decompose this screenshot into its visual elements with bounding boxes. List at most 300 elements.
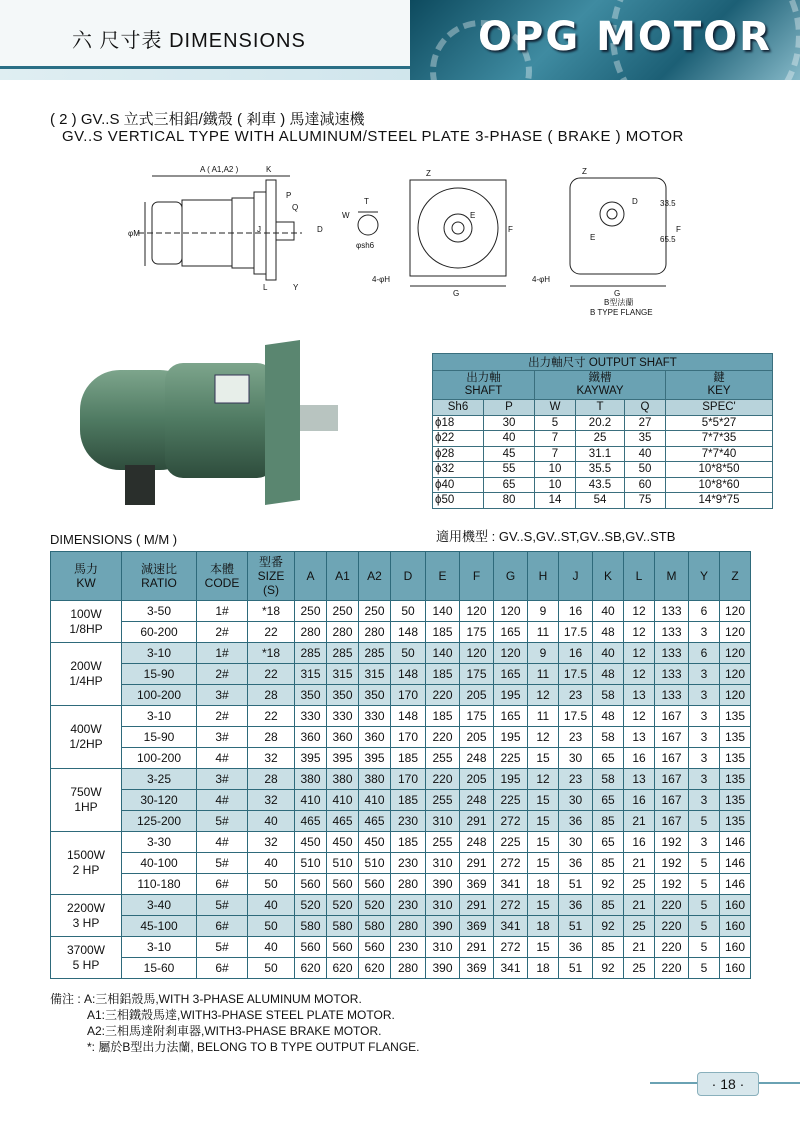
table-row <box>51 685 751 706</box>
table-cell: 160 <box>720 937 751 958</box>
table-cell: 410 <box>359 790 391 811</box>
table-cell: 13 <box>624 727 655 748</box>
table-cell: 75 <box>625 493 666 509</box>
table-row <box>433 446 773 462</box>
note-line: A2:三相馬達附剎車器,WITH3-PHASE BRAKE MOTOR. <box>87 1024 382 1038</box>
table-cell: 12 <box>528 769 559 790</box>
table-cell: 54 <box>576 493 625 509</box>
table-cell: 310 <box>426 811 460 832</box>
column-header: J <box>559 552 593 601</box>
table-cell: 10*8*60 <box>666 477 773 493</box>
table-cell: 465 <box>295 811 327 832</box>
table-cell: 7 <box>535 446 576 462</box>
table-cell: 185 <box>426 622 460 643</box>
table-cell: 390 <box>426 874 460 895</box>
table-cell: 4# <box>197 790 248 811</box>
table-cell: 25 <box>624 874 655 895</box>
table-cell: 30 <box>559 748 593 769</box>
table-cell: 21 <box>624 937 655 958</box>
table-cell: 3 <box>689 769 720 790</box>
table-cell: 48 <box>593 622 624 643</box>
table-cell: 11 <box>528 706 559 727</box>
table-cell: 133 <box>655 664 689 685</box>
table-cell: 32 <box>248 790 295 811</box>
table-cell: 14*9*75 <box>666 493 773 509</box>
dimensions-label: DIMENSIONS ( M/M ) <box>50 532 178 547</box>
table-cell: 390 <box>426 958 460 979</box>
table-cell: 330 <box>327 706 359 727</box>
dimensions-table <box>50 551 751 979</box>
column-header: F <box>460 552 494 601</box>
column-header: K <box>593 552 624 601</box>
table-cell: 5 <box>689 937 720 958</box>
table-cell: 50 <box>248 916 295 937</box>
table-cell: 285 <box>295 643 327 664</box>
table-cell: 11 <box>528 664 559 685</box>
table-cell: 17.5 <box>559 664 593 685</box>
table-cell: 350 <box>295 685 327 706</box>
table-cell: 560 <box>359 874 391 895</box>
table-cell: 5# <box>197 811 248 832</box>
table-cell: 360 <box>327 727 359 748</box>
svg-text:E: E <box>470 211 476 220</box>
table-cell: 140 <box>426 601 460 622</box>
table-cell: 230 <box>391 811 426 832</box>
table-cell: 16 <box>624 748 655 769</box>
table-cell: 120 <box>460 601 494 622</box>
gear-motor-photo <box>65 335 345 520</box>
table-cell: 15-60 <box>122 958 197 979</box>
table-cell: 58 <box>593 727 624 748</box>
svg-text:L: L <box>263 283 268 292</box>
svg-text:T: T <box>364 197 369 206</box>
table-cell: 110-180 <box>122 874 197 895</box>
table-cell: 5# <box>197 895 248 916</box>
svg-text:33.5: 33.5 <box>660 199 676 208</box>
svg-text:65.5: 65.5 <box>660 235 676 244</box>
table-cell: 58 <box>593 685 624 706</box>
table-cell: 30 <box>559 790 593 811</box>
table-cell: 465 <box>359 811 391 832</box>
table-cell: 580 <box>295 916 327 937</box>
table-cell: 48 <box>593 664 624 685</box>
table-cell: 450 <box>295 832 327 853</box>
table-cell: 15 <box>528 832 559 853</box>
table-cell: 40 <box>248 853 295 874</box>
table-cell: 280 <box>391 916 426 937</box>
table-cell: 125-200 <box>122 811 197 832</box>
table-cell: 230 <box>391 937 426 958</box>
table-cell: 16 <box>559 643 593 664</box>
table-cell: 120 <box>720 622 751 643</box>
table-cell: 146 <box>720 853 751 874</box>
svg-text:W: W <box>342 211 350 220</box>
dimension-drawings <box>120 150 700 320</box>
table-cell: 28 <box>248 769 295 790</box>
column-header: 減速比 RATIO <box>122 552 197 601</box>
table-row <box>51 643 751 664</box>
table-cell: 192 <box>655 853 689 874</box>
key-group: 鍵 KEY <box>666 371 773 400</box>
table-cell: 410 <box>327 790 359 811</box>
table-cell: 12 <box>528 727 559 748</box>
table-cell: 580 <box>359 916 391 937</box>
brand-logo: OPG MOTOR <box>478 14 772 60</box>
table-cell: 51 <box>559 874 593 895</box>
table-cell: 50 <box>391 601 426 622</box>
table-cell: 220 <box>655 916 689 937</box>
column-header: 本體 CODE <box>197 552 248 601</box>
table-cell: 3 <box>689 706 720 727</box>
table-cell: 36 <box>559 937 593 958</box>
svg-text:G: G <box>453 289 460 298</box>
table-cell: 92 <box>593 958 624 979</box>
svg-text:F: F <box>676 225 681 234</box>
shaft-column-header: Q <box>625 400 666 416</box>
table-cell: 15-90 <box>122 664 197 685</box>
table-cell: 120 <box>494 643 528 664</box>
table-row <box>51 874 751 895</box>
table-cell: 170 <box>391 685 426 706</box>
table-cell: 40-100 <box>122 853 197 874</box>
column-header: E <box>426 552 460 601</box>
table-cell: 16 <box>624 832 655 853</box>
table-cell: 315 <box>359 664 391 685</box>
table-cell: 341 <box>494 874 528 895</box>
table-cell: 15 <box>528 937 559 958</box>
table-cell: 120 <box>460 643 494 664</box>
table-cell: 92 <box>593 874 624 895</box>
table-cell: 175 <box>460 706 494 727</box>
table-cell: 175 <box>460 622 494 643</box>
svg-text:Z: Z <box>582 167 587 176</box>
table-cell: 620 <box>327 958 359 979</box>
column-header: 馬力 KW <box>51 552 122 601</box>
table-cell: ϕ22 <box>433 431 484 447</box>
table-row <box>433 477 773 493</box>
table-row <box>51 937 751 958</box>
table-cell: 450 <box>327 832 359 853</box>
table-cell: 205 <box>460 685 494 706</box>
table-cell: 17.5 <box>559 622 593 643</box>
svg-text:P: P <box>286 191 292 200</box>
table-row <box>51 769 751 790</box>
table-cell: 167 <box>655 727 689 748</box>
column-header: G <box>494 552 528 601</box>
table-cell: 410 <box>295 790 327 811</box>
table-row <box>51 853 751 874</box>
table-cell: 6 <box>689 601 720 622</box>
table-cell: 560 <box>327 874 359 895</box>
table-cell: 220 <box>655 958 689 979</box>
table-cell: 1# <box>197 643 248 664</box>
table-cell: 12 <box>624 622 655 643</box>
table-cell: 369 <box>460 916 494 937</box>
table-cell: 291 <box>460 853 494 874</box>
table-cell: 40 <box>248 895 295 916</box>
table-cell: 35 <box>625 431 666 447</box>
table-cell: 395 <box>359 748 391 769</box>
table-cell: 185 <box>391 748 426 769</box>
table-cell: 7*7*40 <box>666 446 773 462</box>
table-cell: 12 <box>624 706 655 727</box>
table-cell: 48 <box>593 706 624 727</box>
table-cell: 36 <box>559 895 593 916</box>
table-cell: 30 <box>484 415 535 431</box>
table-cell: 360 <box>295 727 327 748</box>
table-cell: 395 <box>295 748 327 769</box>
table-cell: 35.5 <box>576 462 625 478</box>
table-cell: 580 <box>327 916 359 937</box>
table-cell: 3-10 <box>122 643 197 664</box>
table-cell: 291 <box>460 811 494 832</box>
table-cell: 255 <box>426 790 460 811</box>
table-cell: 315 <box>327 664 359 685</box>
table-cell: 85 <box>593 811 624 832</box>
table-cell: 620 <box>359 958 391 979</box>
table-row <box>51 895 751 916</box>
svg-text:4-φH: 4-φH <box>372 275 391 284</box>
column-header: M <box>655 552 689 601</box>
table-cell: 36 <box>559 811 593 832</box>
table-cell: 15 <box>528 790 559 811</box>
table-cell: 395 <box>327 748 359 769</box>
table-cell: 133 <box>655 622 689 643</box>
table-cell: 120 <box>720 643 751 664</box>
table-cell: 167 <box>655 748 689 769</box>
table-cell: 14 <box>535 493 576 509</box>
table-cell: 40 <box>248 811 295 832</box>
table-cell: 30-120 <box>122 790 197 811</box>
table-cell: 280 <box>359 622 391 643</box>
table-cell: 5 <box>689 895 720 916</box>
table-cell: 3# <box>197 685 248 706</box>
table-cell: 165 <box>494 706 528 727</box>
table-cell: 100-200 <box>122 685 197 706</box>
table-cell: 60-200 <box>122 622 197 643</box>
horsepower-cell: 3700W 5 HP <box>51 937 122 979</box>
table-cell: 135 <box>720 811 751 832</box>
table-cell: 9 <box>528 601 559 622</box>
table-cell: 310 <box>426 937 460 958</box>
table-cell: 146 <box>720 874 751 895</box>
table-cell: 146 <box>720 832 751 853</box>
shaft-column-header: Sh6 <box>433 400 484 416</box>
table-cell: 10 <box>535 462 576 478</box>
svg-text:Q: Q <box>292 203 299 212</box>
table-cell: 291 <box>460 937 494 958</box>
applicable-models: 適用機型 : GV..S,GV..ST,GV..SB,GV..STB <box>436 529 676 544</box>
table-cell: 3 <box>689 790 720 811</box>
table-cell: 185 <box>391 790 426 811</box>
table-row <box>51 748 751 769</box>
section-title: 六 尺寸表 DIMENSIONS <box>72 30 306 52</box>
table-row <box>51 706 751 727</box>
svg-text:B型法蘭: B型法蘭 <box>604 298 634 307</box>
table-cell: 560 <box>295 874 327 895</box>
table-row <box>51 727 751 748</box>
table-cell: 133 <box>655 601 689 622</box>
table-cell: 7 <box>535 431 576 447</box>
horsepower-cell: 2200W 3 HP <box>51 895 122 937</box>
table-cell: 21 <box>624 811 655 832</box>
table-cell: 32 <box>248 832 295 853</box>
table-cell: 255 <box>426 748 460 769</box>
table-cell: 80 <box>484 493 535 509</box>
table-cell: 43.5 <box>576 477 625 493</box>
page-number: · 18 · <box>697 1072 759 1096</box>
table-cell: 65 <box>593 832 624 853</box>
table-cell: 560 <box>327 937 359 958</box>
table-cell: 185 <box>426 706 460 727</box>
table-cell: 13 <box>624 769 655 790</box>
table-cell: 220 <box>655 895 689 916</box>
table-cell: 272 <box>494 853 528 874</box>
svg-text:φM: φM <box>128 229 140 238</box>
table-cell: 620 <box>295 958 327 979</box>
table-cell: 15-90 <box>122 727 197 748</box>
table-cell: 40 <box>248 937 295 958</box>
table-cell: 205 <box>460 727 494 748</box>
table-cell: 10 <box>535 477 576 493</box>
table-cell: *18 <box>248 601 295 622</box>
table-cell: 22 <box>248 706 295 727</box>
table-cell: 85 <box>593 895 624 916</box>
table-cell: 15 <box>528 811 559 832</box>
table-cell: 291 <box>460 895 494 916</box>
table-cell: 40 <box>593 601 624 622</box>
table-cell: 9 <box>528 643 559 664</box>
table-cell: 133 <box>655 685 689 706</box>
table-cell: 65 <box>593 748 624 769</box>
svg-text:F: F <box>508 225 513 234</box>
table-cell: 45 <box>484 446 535 462</box>
table-cell: 225 <box>494 832 528 853</box>
table-cell: 5# <box>197 937 248 958</box>
table-cell: 135 <box>720 790 751 811</box>
table-cell: 175 <box>460 664 494 685</box>
subtitle-chinese: ( 2 ) GV..S 立式三相鋁/鐵殼 ( 剎車 ) 馬達減速機 <box>50 111 365 128</box>
table-cell: 6# <box>197 874 248 895</box>
column-header: L <box>624 552 655 601</box>
table-row <box>51 811 751 832</box>
svg-text:G: G <box>614 289 621 298</box>
table-cell: 2# <box>197 622 248 643</box>
table-cell: 5*5*27 <box>666 415 773 431</box>
shaft-column-header: SPEC' <box>666 400 773 416</box>
svg-text:φsh6: φsh6 <box>356 241 375 250</box>
table-cell: 22 <box>248 664 295 685</box>
table-row <box>51 664 751 685</box>
table-cell: 510 <box>295 853 327 874</box>
table-cell: 185 <box>426 664 460 685</box>
table-cell: 148 <box>391 706 426 727</box>
table-cell: 3# <box>197 769 248 790</box>
table-cell: 10*8*50 <box>666 462 773 478</box>
horsepower-cell: 100W 1/8HP <box>51 601 122 643</box>
note-line: A1:三相鐵殼馬達,WITH3-PHASE STEEL PLATE MOTOR. <box>87 1008 395 1022</box>
svg-text:4-φH: 4-φH <box>532 275 551 284</box>
table-cell: 220 <box>655 937 689 958</box>
horsepower-cell: 400W 1/2HP <box>51 706 122 769</box>
table-cell: 11 <box>528 622 559 643</box>
table-cell: 272 <box>494 937 528 958</box>
table-cell: 465 <box>327 811 359 832</box>
table-cell: ϕ32 <box>433 462 484 478</box>
shaft-column-header: T <box>576 400 625 416</box>
table-cell: ϕ18 <box>433 415 484 431</box>
table-cell: 6# <box>197 916 248 937</box>
table-cell: 160 <box>720 895 751 916</box>
table-cell: 185 <box>391 832 426 853</box>
table-cell: ϕ50 <box>433 493 484 509</box>
table-cell: 3-25 <box>122 769 197 790</box>
table-cell: 2# <box>197 664 248 685</box>
table-cell: 380 <box>295 769 327 790</box>
table-cell: 5 <box>689 874 720 895</box>
table-cell: 85 <box>593 853 624 874</box>
table-cell: 40 <box>484 431 535 447</box>
table-cell: 310 <box>426 853 460 874</box>
table-cell: 5 <box>535 415 576 431</box>
column-header: Y <box>689 552 720 601</box>
table-cell: 165 <box>494 664 528 685</box>
table-cell: 3-40 <box>122 895 197 916</box>
table-cell: 31.1 <box>576 446 625 462</box>
table-cell: 225 <box>494 748 528 769</box>
table-cell: 280 <box>327 622 359 643</box>
table-cell: ϕ40 <box>433 477 484 493</box>
table-row <box>433 493 773 509</box>
table-cell: 32 <box>248 748 295 769</box>
table-cell: 167 <box>655 769 689 790</box>
table-cell: 341 <box>494 916 528 937</box>
column-header: A2 <box>359 552 391 601</box>
table-cell: 148 <box>391 622 426 643</box>
column-header: H <box>528 552 559 601</box>
table-cell: 28 <box>248 727 295 748</box>
table-cell: 25 <box>624 958 655 979</box>
table-cell: 120 <box>494 601 528 622</box>
table-cell: 3# <box>197 727 248 748</box>
svg-text:A ( A1,A2 ): A ( A1,A2 ) <box>200 165 239 174</box>
table-cell: 36 <box>559 853 593 874</box>
table-cell: 21 <box>624 895 655 916</box>
table-row <box>433 431 773 447</box>
table-cell: 5 <box>689 958 720 979</box>
svg-text:Y: Y <box>293 283 299 292</box>
table-cell: 85 <box>593 937 624 958</box>
shaft-column-header: P <box>484 400 535 416</box>
table-cell: 192 <box>655 832 689 853</box>
table-cell: 15 <box>528 748 559 769</box>
table-cell: 160 <box>720 916 751 937</box>
table-row <box>51 601 751 622</box>
table-cell: 40 <box>625 446 666 462</box>
table-cell: 28 <box>248 685 295 706</box>
table-cell: 50 <box>625 462 666 478</box>
table-cell: 195 <box>494 727 528 748</box>
table-cell: 12 <box>624 643 655 664</box>
table-cell: 12 <box>624 601 655 622</box>
table-cell: 250 <box>295 601 327 622</box>
horsepower-cell: 200W 1/4HP <box>51 643 122 706</box>
table-cell: 6 <box>689 643 720 664</box>
table-cell: 1# <box>197 601 248 622</box>
table-cell: 560 <box>295 937 327 958</box>
table-cell: 390 <box>426 916 460 937</box>
svg-text:D: D <box>632 197 638 206</box>
